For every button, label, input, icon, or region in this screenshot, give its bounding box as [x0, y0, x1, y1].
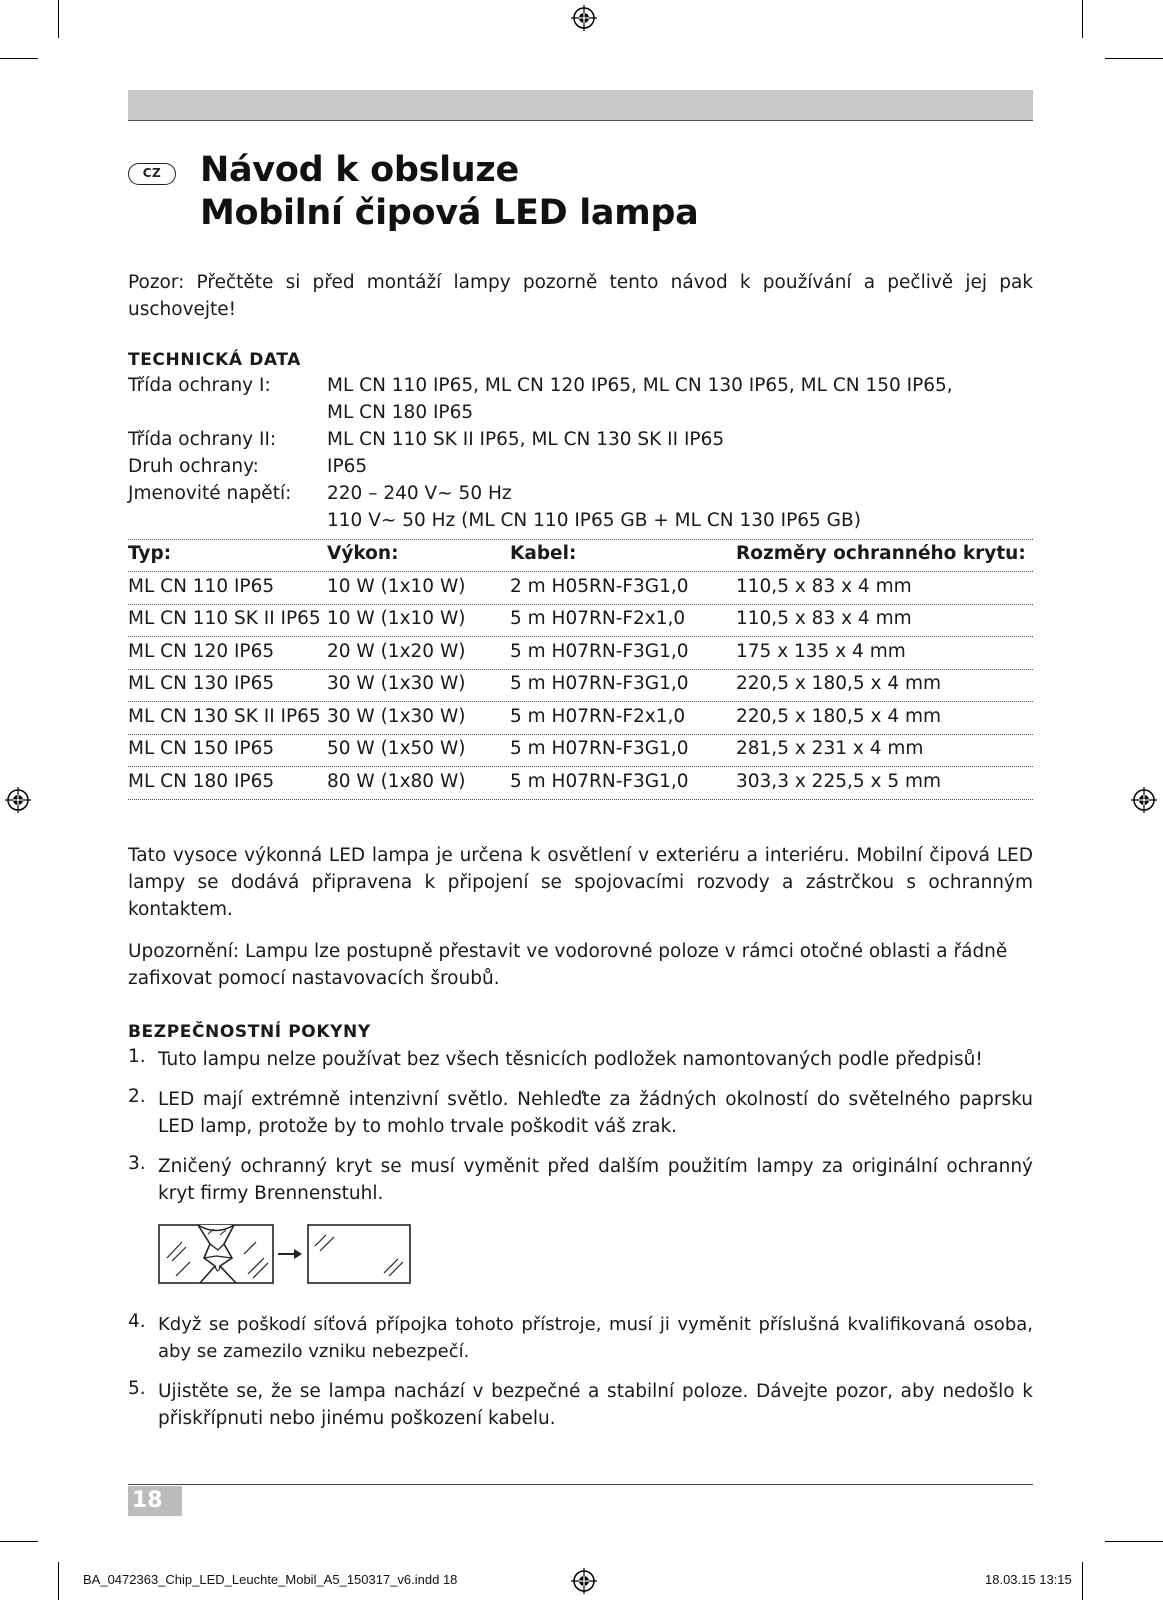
crop-mark — [0, 1541, 38, 1542]
registration-mark-icon — [571, 1568, 597, 1594]
table-header-power: Výkon: — [327, 543, 399, 564]
table-cell: 175 x 135 x 4 mm — [736, 641, 906, 662]
page-title: Návod k obsluze — [200, 150, 519, 190]
list-number: 4. — [128, 1311, 146, 1332]
table-cell: 5 m H07RN-F3G1,0 — [510, 771, 689, 792]
table-divider — [128, 636, 1033, 637]
crop-mark — [1082, 1562, 1083, 1600]
table-cell: 220,5 x 180,5 x 4 mm — [736, 673, 942, 694]
table-header-cable: Kabel: — [510, 543, 577, 564]
list-text: Ujistěte se, že se lampa nachází v bezpečné a stabilní poloze. Dávejte pozor, aby nedošlo k přiskřípnuti nebo jinému poškození kabelu. — [158, 1381, 1033, 1429]
spec-value: 110 V~ 50 Hz (ML CN 110 IP65 GB + ML CN 130 IP65 GB) — [327, 510, 861, 531]
note-paragraph: Upozornění: Lampu lze postupně přestavit ve vodorovné poloze v rámci otočné oblasti a řádně zafixovat pomocí nastavovacích šroubů. — [128, 941, 1008, 989]
table-cell: ML CN 120 IP65 — [128, 641, 275, 662]
table-divider — [128, 539, 1033, 540]
table-cell: ML CN 110 SK II IP65 — [128, 608, 321, 629]
glass-replacement-illustration — [158, 1218, 412, 1286]
intro-paragraph: Pozor: Přečtěte si před montáží lampy pozorně tento návod k používání a pečlivě jej pak uschovejte! — [128, 272, 1033, 320]
table-cell: 2 m H05RN-F3G1,0 — [510, 576, 689, 597]
spec-label: Jmenovité napětí: — [128, 483, 292, 504]
table-divider — [128, 799, 1033, 800]
table-cell: 10 W (1x10 W) — [327, 608, 466, 629]
spec-label: Třída ochrany II: — [128, 429, 277, 450]
table-cell: 80 W (1x80 W) — [327, 771, 466, 792]
spec-value: 220 – 240 V~ 50 Hz — [327, 483, 512, 504]
list-number: 3. — [128, 1153, 146, 1174]
table-cell: 30 W (1x30 W) — [327, 706, 466, 727]
print-slug-file: BA_0472363_Chip_LED_Leuchte_Mobil_A5_150317_v6.indd 18 — [83, 1572, 458, 1587]
list-text: Tuto lampu nelze používat bez všech těsnicích podložek namontovaných podle předpisů! — [158, 1049, 983, 1070]
table-divider — [128, 701, 1033, 702]
table-cell: ML CN 130 SK II IP65 — [128, 706, 321, 727]
list-text: LED mají extrémně intenzivní světlo. Nehleďte za žádných okolností do světelného paprsku LED lamp, protože by to mohlo trvale poškodit váš zrak. — [158, 1089, 1033, 1137]
language-badge: CZ — [128, 163, 176, 185]
table-divider — [128, 734, 1033, 735]
table-cell: ML CN 180 IP65 — [128, 771, 275, 792]
registration-mark-icon — [1131, 787, 1157, 813]
header-bar — [128, 90, 1033, 121]
table-divider — [128, 766, 1033, 767]
spec-label: Třída ochrany I: — [128, 375, 271, 396]
table-header-type: Typ: — [128, 543, 172, 564]
table-divider — [128, 571, 1033, 572]
crop-mark — [58, 1562, 59, 1600]
registration-mark-icon — [571, 5, 597, 31]
table-divider — [128, 669, 1033, 670]
table-header-dimensions: Rozměry ochranného krytu: — [736, 543, 1026, 564]
intact-glass-icon — [308, 1225, 410, 1283]
crop-mark — [1082, 0, 1083, 38]
spec-value: ML CN 180 IP65 — [327, 402, 474, 423]
spec-value: ML CN 110 IP65, ML CN 120 IP65, ML CN 130 IP65, ML CN 150 IP65, — [327, 375, 953, 396]
list-text: Když se poškodí síťová přípojka tohoto přístroje, musí ji vyměnit příslušná kvalifikovaná osoba, aby se zamezilo vzniku nebezpečí. — [158, 1314, 1033, 1362]
table-cell: 110,5 x 83 x 4 mm — [736, 608, 912, 629]
table-cell: 50 W (1x50 W) — [327, 738, 466, 759]
table-cell: ML CN 110 IP65 — [128, 576, 275, 597]
safety-heading: BEZPEČNOSTNÍ POKYNY — [128, 1022, 371, 1042]
arrow-right-icon — [278, 1249, 302, 1259]
table-cell: 5 m H07RN-F3G1,0 — [510, 641, 689, 662]
registration-mark-icon — [5, 787, 31, 813]
footer-divider — [128, 1484, 1033, 1485]
list-number: 5. — [128, 1378, 146, 1399]
crop-mark — [58, 0, 59, 38]
table-divider — [128, 604, 1033, 605]
table-cell: ML CN 150 IP65 — [128, 738, 275, 759]
spec-value: IP65 — [327, 456, 368, 477]
crop-mark — [1105, 58, 1163, 59]
table-cell: 20 W (1x20 W) — [327, 641, 466, 662]
table-cell: 5 m H07RN-F2x1,0 — [510, 706, 686, 727]
list-number: 2. — [128, 1086, 146, 1107]
crop-mark — [1105, 1541, 1163, 1542]
list-text: Zničený ochranný kryt se musí vyměnit před dalším použitím lampy za originální ochranný kryt firmy Brennenstuhl. — [158, 1156, 1033, 1204]
table-cell: 5 m H07RN-F3G1,0 — [510, 673, 689, 694]
table-cell: 5 m H07RN-F3G1,0 — [510, 738, 689, 759]
print-slug-date: 18.03.15 13:15 — [985, 1572, 1072, 1587]
table-cell: ML CN 130 IP65 — [128, 673, 275, 694]
crop-mark — [0, 58, 38, 59]
table-cell: 5 m H07RN-F2x1,0 — [510, 608, 686, 629]
table-cell: 10 W (1x10 W) — [327, 576, 466, 597]
table-cell: 303,3 x 225,5 x 5 mm — [736, 771, 942, 792]
spec-value: ML CN 110 SK II IP65, ML CN 130 SK II IP65 — [327, 429, 725, 450]
table-cell: 30 W (1x30 W) — [327, 673, 466, 694]
page-subtitle: Mobilní čipová LED lampa — [200, 193, 699, 233]
page-number: 18 — [128, 1486, 182, 1516]
broken-glass-icon — [159, 1225, 273, 1283]
description-paragraph: Tato vysoce výkonná LED lampa je určena k osvětlení v exteriéru a interiéru. Mobilní čipová LED lampy se dodává připravena k připojení se spojovacími rozvody a zástrčkou s ochranným kontaktem. — [128, 845, 1033, 920]
technical-data-heading: TECHNICKÁ DATA — [128, 350, 301, 370]
list-number: 1. — [128, 1046, 146, 1067]
table-cell: 281,5 x 231 x 4 mm — [736, 738, 924, 759]
table-cell: 110,5 x 83 x 4 mm — [736, 576, 912, 597]
spec-label: Druh ochrany: — [128, 456, 259, 477]
table-cell: 220,5 x 180,5 x 4 mm — [736, 706, 942, 727]
